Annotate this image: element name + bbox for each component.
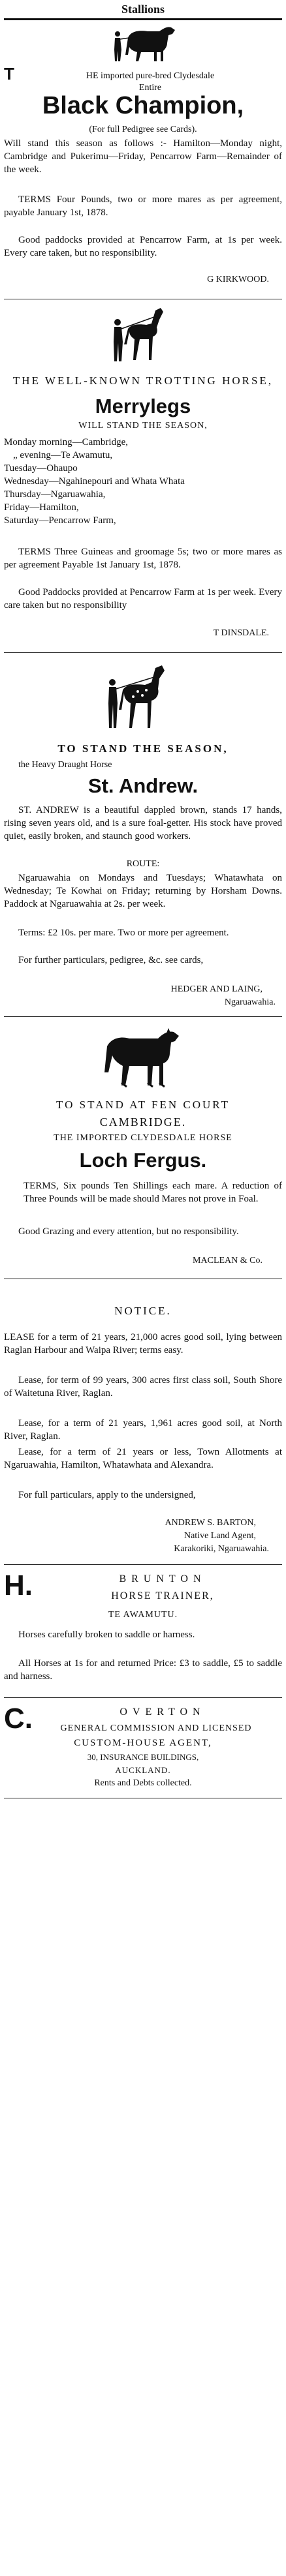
overton-name: OVERTON xyxy=(119,1706,206,1718)
overton-line-2: CUSTOM-HOUSE AGENT, xyxy=(74,1738,212,1748)
notice-lease-4: Lease, for a term of 21 years or less, Town Allotments at Ngaruawahia, Hamilton, Whatawhata and Alexandra. xyxy=(4,1447,282,1470)
clydesdale-horse-icon xyxy=(95,1027,187,1089)
st-andrew-intro: the Heavy Draught Horse xyxy=(18,760,112,770)
merrylegs-subhead: WILL STAND THE SEASON, xyxy=(78,421,208,431)
black-champion-grazing: Good paddocks provided at Pencarrow Farm, at 1s per week. Every care taken, but no responsibility. xyxy=(4,235,282,258)
schedule-line: Thursday—Ngaruawahia, xyxy=(4,489,106,500)
brunton-line-1: Horses carefully broken to saddle or harness. xyxy=(18,1629,195,1640)
st-andrew-signature-2: Ngaruawahia. xyxy=(224,997,276,1007)
notice-lease-2: Lease, for term of 99 years, 300 acres first class soil, South Shore of Waitetuna River, Raglan. xyxy=(4,1375,282,1399)
schedule-line: Tuesday—Ohaupo xyxy=(4,463,78,474)
overton-line-4: AUCKLAND. xyxy=(115,1765,171,1775)
overton-initial: C. xyxy=(4,1703,33,1735)
loch-fergus-name: Loch Fergus. xyxy=(79,1149,207,1172)
brunton-initial: H. xyxy=(4,1569,33,1601)
st-andrew-signature-1: HEDGER AND LAING, xyxy=(170,984,262,994)
notice-lease-1: LEASE for a term of 21 years, 21,000 acres good soil, lying between Raglan Harbour and Waipa River; terms easy. xyxy=(4,1332,282,1356)
notice-lease-3: Lease, for a term of 21 years, 1,961 acres good soil, at North River, Raglan. xyxy=(4,1418,282,1442)
ad-divider xyxy=(4,1016,282,1017)
draught-horse-with-groom-icon xyxy=(108,23,180,64)
ad-divider xyxy=(4,652,282,653)
st-andrew-headline: TO STAND THE SEASON, xyxy=(57,742,229,755)
notice-signature-3: Karakoriki, Ngaruawahia. xyxy=(174,1544,269,1554)
loch-fergus-grazing: Good Grazing and every attention, but no responsibility. xyxy=(18,1226,239,1237)
st-andrew-further: For further particulars, pedigree, &c. see cards, xyxy=(18,955,204,965)
st-andrew-route: Ngaruawahia on Mondays and Tuesdays; Whatawhata on Wednesday; Te Kowhai on Friday; returning by Horsham Downs. Paddock at Ngaruawahia at 2s. per week. xyxy=(4,873,282,909)
merrylegs-headline: THE WELL-KNOWN TROTTING HORSE, xyxy=(12,374,274,387)
notice-headline: NOTICE. xyxy=(114,1305,172,1317)
schedule-line: „ evening—Te Awamutu, xyxy=(13,450,113,461)
schedule-line: Friday—Hamilton, xyxy=(4,502,79,513)
ad-divider xyxy=(4,1697,282,1698)
schedule-line: Wednesday—Ngahinepouri and Whata Whata xyxy=(4,476,185,487)
st-andrew-description: ST. ANDREW is a beautiful dappled brown, stands 17 hands, rising seven years old, and is a sure foal-getter. His stock have proved quiet, easily broken, and staunch good workers. xyxy=(4,805,282,841)
heading-rule xyxy=(4,18,282,20)
st-andrew-route-label: ROUTE: xyxy=(126,859,160,869)
black-champion-terms: TERMS Four Pounds, two or more mares as per agreement, payable January 1st, 1878. xyxy=(4,194,282,218)
merrylegs-grazing: Good Paddocks provided at Pencarrow Farm at 1s per week. Every care taken but no responsibility xyxy=(4,587,282,611)
trotting-horse-with-handler-icon xyxy=(108,305,180,365)
loch-fergus-place: CAMBRIDGE. xyxy=(99,1115,187,1129)
schedule-line: Monday morning—Cambridge, xyxy=(4,437,128,447)
merrylegs-schedule xyxy=(4,436,282,527)
st-andrew-name: St. Andrew. xyxy=(87,774,199,797)
overton-line-3: 30, INSURANCE BUILDINGS, xyxy=(87,1752,199,1762)
loch-fergus-headline: TO STAND AT FEN COURT xyxy=(56,1099,230,1111)
brunton-place: TE AWAMUTU. xyxy=(108,1610,178,1620)
brunton-name: BRUNTON xyxy=(119,1573,206,1584)
overton-line-5: Rents and Debts collected. xyxy=(94,1778,192,1788)
loch-fergus-subhead: THE IMPORTED CLYDESDALE HORSE xyxy=(54,1133,232,1143)
section-heading: Stallions xyxy=(121,3,165,16)
schedule-line: Saturday—Pencarrow Farm, xyxy=(4,515,116,526)
loch-fergus-terms: TERMS, Six pounds Ten Shillings each mare. A reduction of Three Pounds will be made should Mares not prove in Foal. xyxy=(24,1181,282,1204)
black-champion-name: Black Champion, xyxy=(42,92,244,119)
merrylegs-name: Merrylegs xyxy=(95,395,191,417)
st-andrew-terms: Terms: £2 10s. per mare. Two or more per agreement. xyxy=(18,928,229,938)
brunton-line-2: All Horses at 1s for and returned Price: £3 to saddle, £5 to saddle and harness. xyxy=(4,1658,282,1682)
merrylegs-signature: T DINSDALE. xyxy=(213,628,269,638)
dappled-horse-with-handler-icon xyxy=(102,663,180,735)
overton-line-1: GENERAL COMMISSION AND LICENSED xyxy=(60,1723,252,1733)
black-champion-schedule: Will stand this season as follows :- Hamilton—Monday night, Cambridge and Pukerimu—Friday, Pencarrow Farm—Remainder of the week. xyxy=(4,138,282,175)
black-champion-pedigree-note: (For full Pedigree see Cards). xyxy=(89,125,197,134)
notice-further: For full particulars, apply to the undersigned, xyxy=(18,1490,196,1500)
notice-signature-2: Native Land Agent, xyxy=(183,1531,256,1541)
merrylegs-terms: TERMS Three Guineas and groomage 5s; two or more mares as per agreement Payable 1st January 1st, 1878. xyxy=(4,547,282,570)
black-champion-intro: T HE imported pure-bred Clydesdale Entire xyxy=(4,64,215,93)
brunton-title: HORSE TRAINER, xyxy=(111,1590,214,1601)
loch-fergus-signature: MACLEAN & Co. xyxy=(193,1256,262,1265)
black-champion-signature: G KIRKWOOD. xyxy=(207,275,269,284)
ad-divider xyxy=(4,1564,282,1565)
notice-signature-1: ANDREW S. BARTON, xyxy=(165,1518,256,1528)
